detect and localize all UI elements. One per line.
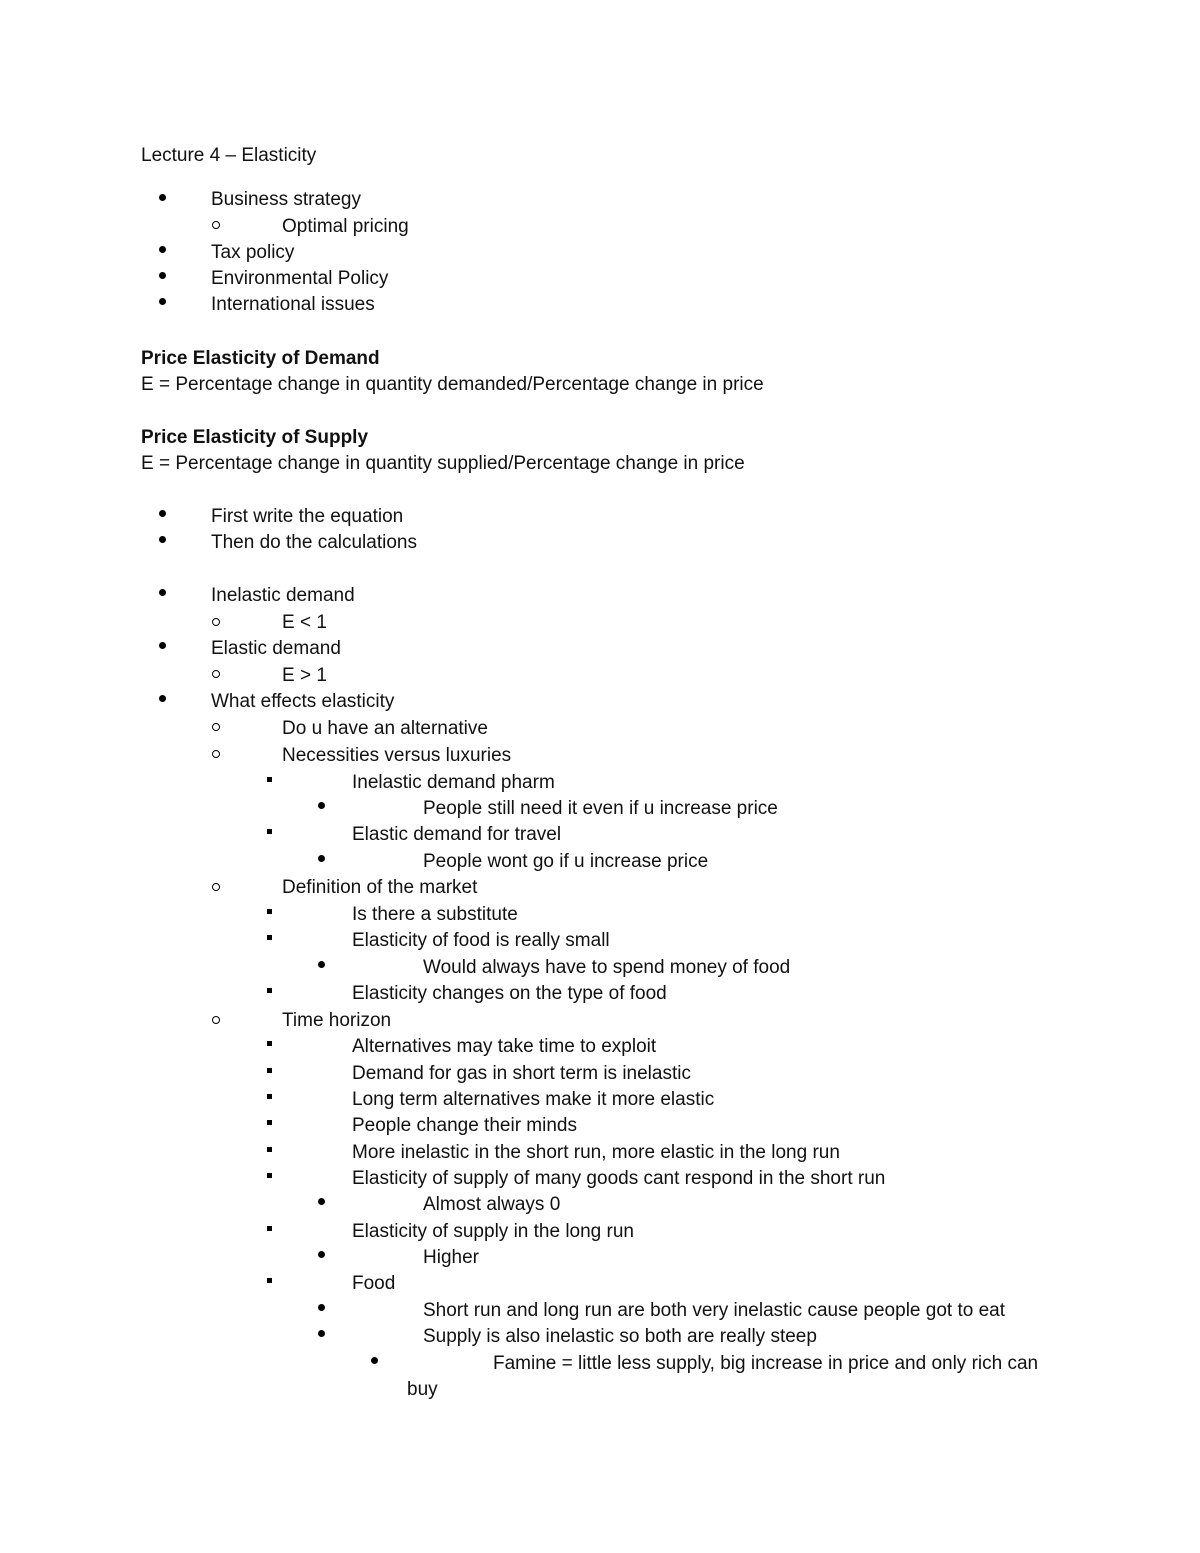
bullet-circle [212,750,220,758]
list-item: Almost always 0 [423,1194,561,1215]
bullet-square [267,1173,272,1178]
list-item: E > 1 [282,665,327,686]
bullet-circle [212,670,220,678]
bullet-square [267,1120,272,1125]
bullet-dot [159,194,166,201]
list-item: Elastic demand for travel [352,824,562,845]
bullet-circle [212,221,220,229]
bullet-circle [212,1016,220,1024]
list-item: Elasticity of supply of many goods cant respond in the short run [352,1168,886,1189]
list-item: Supply is also inelastic so both are really steep [423,1326,817,1347]
list-item: Inelastic demand [211,585,355,606]
bullet-square [267,935,272,940]
list-item: Necessities versus luxuries [282,745,512,766]
bullet-circle [212,618,220,626]
bullet-square [267,777,272,782]
bullet-circle [212,883,220,891]
bullet-dot [159,589,166,596]
bullet-dot [318,1304,325,1311]
bullet-dot [159,536,166,543]
list-item: Is there a substitute [352,904,518,925]
bullet-square [267,829,272,834]
list-item: Environmental Policy [211,268,389,289]
bullet-dot [318,1251,325,1258]
list-item: E < 1 [282,612,327,633]
list-item: More inelastic in the short run, more elastic in the long run [352,1142,840,1163]
list-item: Definition of the market [282,877,478,898]
page-title: Lecture 4 – Elasticity [141,145,317,166]
list-item-continuation: buy [407,1379,438,1400]
bullet-dot [159,246,166,253]
bullet-square [267,1147,272,1152]
section-heading-supply: Price Elasticity of Supply [141,427,369,448]
bullet-square [267,909,272,914]
bullet-dot [318,1330,325,1337]
list-item: People wont go if u increase price [423,851,709,872]
list-item: Do u have an alternative [282,718,488,739]
list-item: People still need it even if u increase price [423,798,778,819]
list-item: Alternatives may take time to exploit [352,1036,657,1057]
bullet-square [267,1094,272,1099]
bullet-circle [212,723,220,731]
bullet-dot [318,1198,325,1205]
list-item: Then do the calculations [211,532,417,553]
list-item: Elasticity changes on the type of food [352,983,667,1004]
list-item: Famine = little less supply, big increase in price and only rich can [493,1353,1039,1374]
list-item: Would always have to spend money of food [423,957,791,978]
list-item: Inelastic demand pharm [352,772,555,793]
list-item: Time horizon [282,1010,392,1031]
bullet-square [267,988,272,993]
list-item: Demand for gas in short term is inelastic [352,1063,691,1084]
bullet-dot [371,1357,378,1364]
section-heading-demand: Price Elasticity of Demand [141,348,380,369]
list-item: Business strategy [211,189,361,210]
list-item: Food [352,1273,396,1294]
bullet-dot [318,802,325,809]
bullet-dot [159,642,166,649]
bullet-dot [159,298,166,305]
list-item: Tax policy [211,242,295,263]
list-item: Short run and long run are both very inelastic cause people got to eat [423,1300,1005,1321]
list-item: Elasticity of supply in the long run [352,1221,634,1242]
list-item: People change their minds [352,1115,577,1136]
list-item: Optimal pricing [282,216,409,237]
bullet-dot [318,961,325,968]
list-item: What effects elasticity [211,691,395,712]
bullet-square [267,1068,272,1073]
list-item: International issues [211,294,375,315]
formula-supply: E = Percentage change in quantity supplied/Percentage change in price [141,453,745,474]
list-item: Higher [423,1247,479,1268]
bullet-square [267,1041,272,1046]
bullet-dot [318,855,325,862]
list-item: Elasticity of food is really small [352,930,610,951]
list-item: Long term alternatives make it more elastic [352,1089,715,1110]
bullet-square [267,1226,272,1231]
list-item: First write the equation [211,506,404,527]
list-item: Elastic demand [211,638,341,659]
bullet-dot [159,272,166,279]
bullet-dot [159,695,166,702]
bullet-square [267,1278,272,1283]
bullet-dot [159,510,166,517]
formula-demand: E = Percentage change in quantity demanded/Percentage change in price [141,374,764,395]
